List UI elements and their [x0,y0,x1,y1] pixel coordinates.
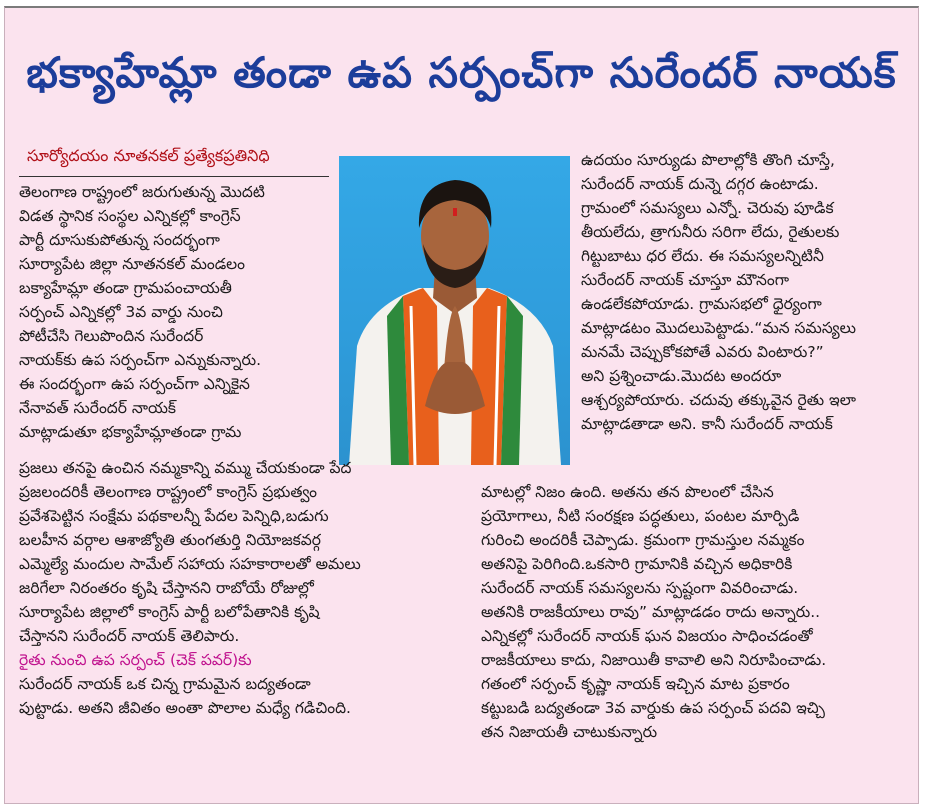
paragraph-line: తెలంగాణ రాష్ట్రంలో జరుగుతున్న మొదటి [19,183,265,201]
paragraph-line: అని ప్రశ్నించాడు.మొదట అందరూ [581,367,782,385]
paragraph-line: గురించి అందరికీ చెప్పాడు. క్రమంగా గ్రామస్తుల నమ్మకం [481,531,805,549]
byline: సూర్యోదయం నూతనకల్ ప్రత్యేకప్రతినిధి [27,146,270,165]
paragraph-line: పార్టీ దూసుకుపోతున్న సందర్భంగా [19,231,220,249]
paragraph-line: మాటల్లో నిజం ఉంది. అతను తన పొలంలో చేసిన [481,483,774,501]
paragraph-line: ఆశ్చర్యపోయారు. చదువు తక్కువైన రైతు ఇలా [581,391,856,409]
paragraph-line: సురేందర్ నాయక్ సమస్యలను స్పష్టంగా వివరించాడు. [481,579,799,597]
paragraph-line: రాజకీయాలు కాదు, నిజాయితీ కావాలి అని నిరూపించాడు. [481,651,827,669]
paragraph-line: ప్రజలందరికీ తెలంగాణ రాష్ట్రంలో కాంగ్రెస్ ప్రభుత్వం [19,483,317,501]
paragraph-line: మాట్లాడటం మొదలుపెట్టాడు.“మన సమస్యలు [581,319,856,337]
paragraph-line: ఉండలేకపోయాడు. గ్రామసభలో ధైర్యంగా [581,295,822,313]
paragraph-line: సురేందర్ నాయక్ ఒక చిన్న గ్రామమైన బద్యతండా [19,675,311,693]
paragraph-line: మాట్లాడుతూ భక్యాహేమ్లాతండా గ్రామ [19,423,242,441]
paragraph-line: బక్యాహేమ్లా తండా గ్రామపంచాయతీ [19,279,232,297]
news-article [4,6,919,804]
paragraph-line: సర్పంచ్ ఎన్నికల్లో 3వ వార్డు నుంచి [19,303,223,321]
paragraph-line: బలహీన వర్గాల ఆశాజ్యోతి తుంగతుర్తి నియోజకవర్గ [19,531,321,549]
paragraph-line: ప్రజలు తనపై ఉంచిన నమ్మకాన్ని వమ్ము చేయకుండా పేద [19,459,352,477]
subheading: రైతు నుంచి ఉప సర్పంచ్ (చెక్ పవర్)కు [19,651,252,669]
paragraph-line: నేనావత్ సురేందర్ నాయక్ [19,399,176,417]
paragraph-line: సూర్యాపేట జిల్లా నూతనకల్ మండలం [19,255,246,273]
paragraph-line: తీయలేదు, త్రాగునీరు సరిగా లేదు, రైతులకు [581,223,840,241]
paragraph-line: సురేందర్ నాయక్ చూస్తూ మౌనంగా [581,271,790,289]
right-column [581,148,911,436]
paragraph-line: అతనిపై పెరిగింది.ఒకసారి గ్రామానికి వచ్చిన అధికారికి [481,555,793,573]
paragraph-line: సూర్యాపేట జిల్లాలో కాంగ్రెస్ పార్టీ బలోపేతానికి కృషి [19,603,320,621]
headline: భక్యాహేమ్లా తండా ఉప సర్పంచ్‌గా సురేందర్ నాయక్ [26,48,897,97]
paragraph-line: కట్టుబడి బద్యతండా 3వ వార్డుకు ఉప సర్పంచ్ పదవి ఇచ్చి [481,699,825,717]
paragraph-line: ఈ సందర్భంగా ఉప సర్పంచ్‌గా ఎన్నికైన [19,375,250,393]
paragraph-line: ఎన్నికల్లో సురేందర్ నాయక్ ఘన విజయం సాధించడంతో [481,627,813,645]
paragraph-line: గిట్టుబాటు ధర లేదు. ఈ సమస్యలన్నిటినీ [581,247,824,265]
paragraph-line: ఉదయం సూర్యుడు పొలాల్లోకి తొంగి చూస్తే, [581,151,835,169]
paragraph-line: పోటీచేసి గెలుపొందిన సురేందర్ [19,327,204,345]
paragraph-line: నాయక్‌కు ఉప సర్పంచ్‌గా ఎన్నుకున్నారు. [19,351,262,369]
lower-right-column [481,480,913,744]
paragraph-line: సురేందర్ నాయక్ దున్నె దగ్గర ఉంటాడు. [581,175,819,193]
lower-left-column [19,456,474,720]
paragraph-line: పుట్టాడు. అతని జీవితం అంతా పొలాల మధ్యే గడిచింది. [19,699,351,717]
left-column [19,180,335,444]
paragraph-line: మనమే చెప్పుకోకపోతే ఎవరు వింటారు?” [581,343,824,361]
byline-divider [19,176,329,177]
paragraph-line: ఎమ్మెల్యే మందుల సామేల్ సహాయ సహకారాలతో అమలు [19,555,361,573]
paragraph-line: ప్రయోగాలు, నీటి సంరక్షణ పద్ధతులు, పంటల మార్పిడి [481,507,800,525]
paragraph-line: గతంలో సర్పంచ్ కృష్ణా నాయక్ ఇచ్చిన మాట ప్రకారం [481,675,790,693]
paragraph-line: ప్రవేశపెట్టిన సంక్షేమ పథకాలన్నీ పేదల పెన్నిధి,బడుగు [19,507,329,525]
portrait-photo [339,156,570,465]
paragraph-line: మాట్లాడతాడా అని. కానీ సురేందర్ నాయక్ [581,415,833,433]
paragraph-line: జరిగేలా నిరంతరం కృషి చేస్తానని రాబోయే రోజుల్లో [19,579,314,597]
paragraph-line: గ్రామంలో సమస్యలు ఎన్నో. చెరువు పూడిక [581,199,834,217]
paragraph-line: విడత స్థానిక సంస్థల ఎన్నికల్లో కాంగ్రెస్ [19,207,241,225]
paragraph-line: చేస్తానని సురేందర్ నాయక్ తెలిపారు. [19,627,240,645]
person-illustration [339,156,570,465]
paragraph-line: అతనికి రాజకీయాలు రావు” మాట్లాడడం రాదు అన్నారు.. [481,603,821,621]
paragraph-line: తన నిజాయతీ చాటుకున్నారు [481,723,658,741]
